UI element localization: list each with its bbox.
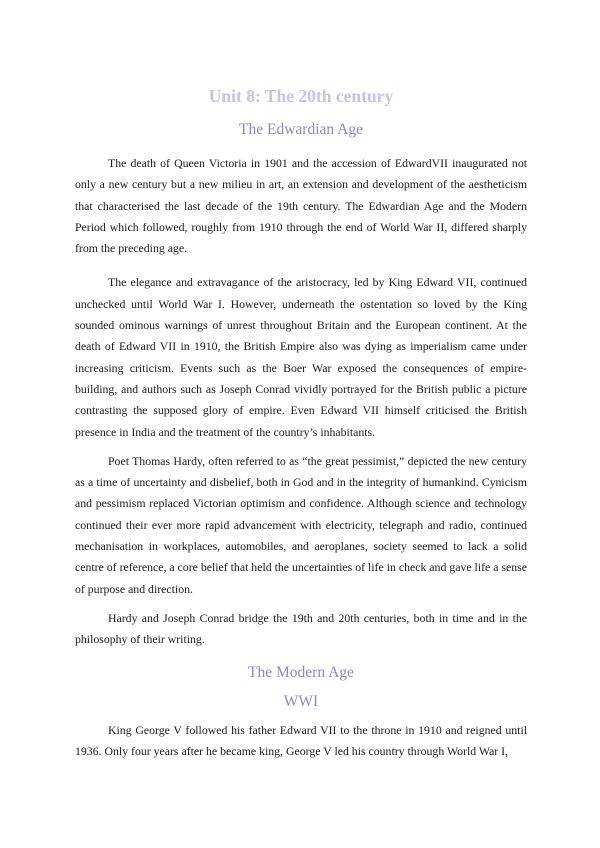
section-heading-modern-age: The Modern Age <box>248 663 354 681</box>
paragraph-edwardian-3: Poet Thomas Hardy, often referred to as “the great pessimist,” depicted the new century as a time of uncertainty and disbelief, both in God and in the integrity of humankind. Cynicism and pessimism replaced Victorian optimism and confidence. Although science and technology continued their ever more rapid advancement with electricity, telegraph and radio, continued mechanisation in workplaces, automobiles, and aeroplanes, society seemed to lack a solid centre of reference, a core belief that held the uncertainties of life in check and gave life a sense of purpose and direction. <box>75 453 527 596</box>
subsection-heading-wwi: WWI <box>283 692 319 710</box>
paragraph-edwardian-1: The death of Queen Victoria in 1901 and the accession of EdwardVII inaugurated not only a new century but a new milieu in art, an extension and development of the aestheticism that characterised the last decade of the 19th century. The Edwardian Age and the Modern Period which followed, roughly from 1910 through the end of World War II, differed sharply from the preceding age. <box>75 156 527 256</box>
unit-title: Unit 8: The 20th century <box>208 86 394 106</box>
paragraph-edwardian-4: Hardy and Joseph Conrad bridge the 19th and 20th centuries, both in time and in the philosophy of their writing. <box>75 610 527 647</box>
section-heading-edwardian-age: The Edwardian Age <box>239 121 363 138</box>
paragraph-edwardian-2: The elegance and extravagance of the aristocracy, led by King Edward VII, continued unchecked until World War I. However, underneath the ostentation so loved by the King sounded ominous warnings of unrest throughout Britain and the European continent. At the death of Edward VII in 1910, the British Empire also was dying as imperialism came under increasing criticism. Events such as the Boer War exposed the consequences of empire-building, and authors such as Joseph Conrad vividly portrayed for the British public a picture contrasting the supposed glory of empire. Even Edward VII himself criticised the British presence in India and the treatment of the country’s inhabitants. <box>75 275 527 439</box>
document-page <box>75 80 527 762</box>
paragraph-wwi-1: King George V followed his father Edward VII to the throne in 1910 and reigned until 1936. Only four years after he became king, George V led his country through World War I, <box>75 722 527 758</box>
